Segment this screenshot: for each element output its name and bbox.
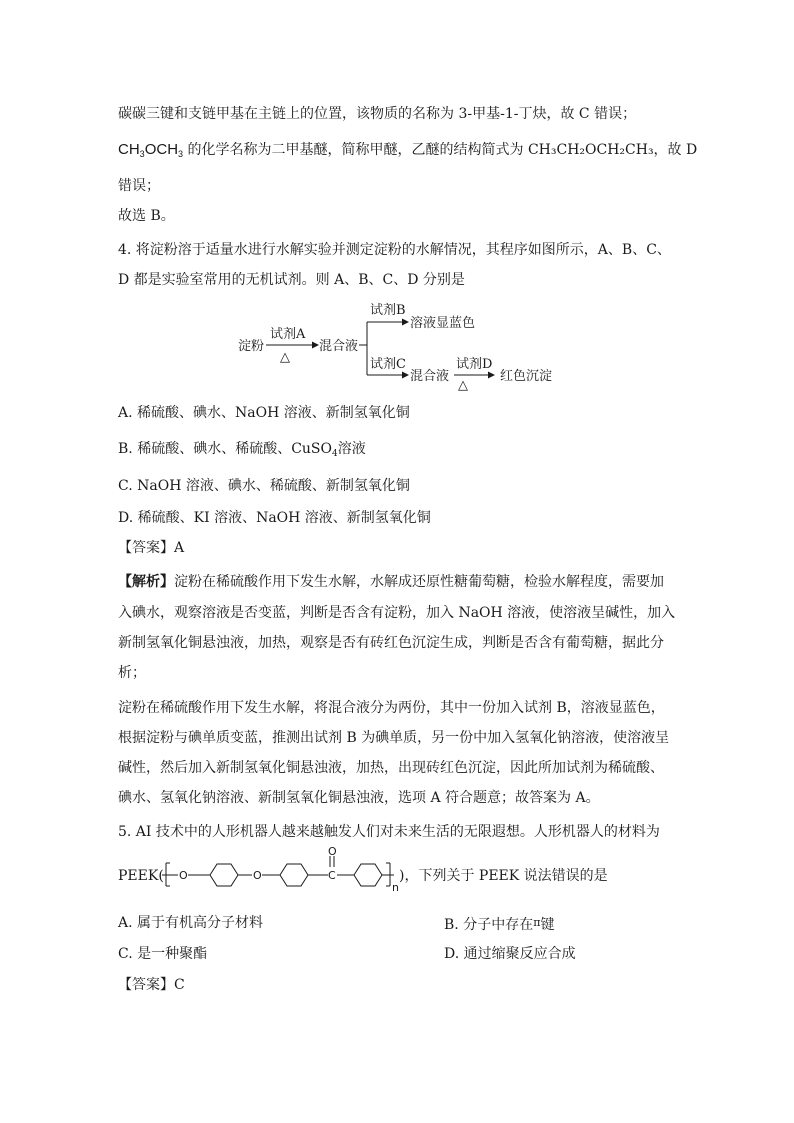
analysis-line: 【解析】淀粉在稀硫酸作用下发生水解，水解成还原性糖葡萄糖，检验水解程度，需要加 xyxy=(118,574,664,590)
carbonyl-carbon: C xyxy=(328,869,336,882)
arrow-head xyxy=(488,372,495,379)
text-segment: 的化学名称为二甲基醚，简称甲醚，乙醚的结构简式为 CH₃CH₂OCH₂CH₃，故 D xyxy=(183,142,698,158)
mix-2-label: 混合液 xyxy=(410,369,450,384)
arrow-head xyxy=(402,372,409,379)
arrow-head xyxy=(312,342,319,349)
blue-result-label: 溶液显蓝色 xyxy=(410,316,476,331)
oxygen-2: O xyxy=(253,869,262,882)
question-4-line: 4. 将淀粉溶于适量水进行水解实验并测定淀粉的水解情况，其程序如图所示，A、B、C、 xyxy=(118,242,671,258)
option-a: A. 稀硫酸、碘水、NaOH 溶液、新制氢氧化铜 xyxy=(118,405,410,421)
peek-prefix: PEEK( xyxy=(118,868,164,884)
analysis-line: 碘水、氢氧化钠溶液、新制氢氧化铜悬浊液，选项 A 符合题意；故答案为 A。 xyxy=(118,790,600,806)
q5-option-a: A. 属于有机高分子材料 xyxy=(118,915,264,931)
option-b: B. 稀硫酸、碘水、稀硫酸、CuSO$_4$溶液 xyxy=(118,441,366,459)
analysis-line: 新制氢氧化铜悬浊液，加热，观察是否有砖红色沉淀生成，判断是否含有葡萄糖，据此分 xyxy=(118,635,664,651)
reagent-d-label: 试剂D xyxy=(456,357,493,372)
option-d: D. 稀硫酸、KI 溶液、NaOH 溶液、新制氢氧化铜 xyxy=(118,510,431,526)
option-c: C. NaOH 溶液、碘水、稀硫酸、新制氢氧化铜 xyxy=(118,478,410,494)
benzene-ring-1 xyxy=(210,864,238,886)
reagent-b-label: 试剂B xyxy=(370,303,406,318)
text-line: 碳碳三键和支链甲基在主链上的位置，该物质的名称为 3-甲基-1-丁炔，故 C 错误； xyxy=(118,106,637,122)
question-4-line: D 都是实验室常用的无机试剂。则 A、B、C、D 分别是 xyxy=(118,272,465,288)
oxygen-1: O xyxy=(179,869,188,882)
question-5-line: 5. AI 技术中的人形机器人越来越触发人们对未来生活的无限遐想。人形机器人的材料为 xyxy=(118,824,660,840)
analysis-line: 入碘水，观察溶液是否变蓝，判断是否含有淀粉，加入 NaOH 溶液，使溶液呈碱性，加入 xyxy=(118,605,676,621)
text-line xyxy=(118,140,697,164)
text-line: 故选 B。 xyxy=(118,208,175,224)
answer-4: 【答案】A xyxy=(118,540,185,556)
analysis-line: 根据淀粉与碘单质变蓝，推测出试剂 B 为碘单质，另一份中加入氢氧化钠溶液，使溶液呈 xyxy=(118,730,670,746)
red-precipitate-label: 红色沉淀 xyxy=(500,369,553,384)
mix-1-label: 混合液 xyxy=(319,339,359,354)
carbonyl-oxygen: O xyxy=(328,845,337,858)
q5-option-d: D. 通过缩聚反应合成 xyxy=(444,946,576,962)
benzene-ring-3 xyxy=(354,864,382,886)
analysis-line: 淀粉在稀硫酸作用下发生水解，将混合液分为两份，其中一份加入试剂 B，溶液显蓝色， xyxy=(118,700,665,716)
repeat-n: n xyxy=(392,881,399,894)
text-line: 错误； xyxy=(118,178,160,194)
starch-label: 淀粉 xyxy=(238,339,265,354)
reagent-c-label: 试剂C xyxy=(370,357,406,372)
heat-symbol: △ xyxy=(280,350,290,365)
answer-5: 【答案】C xyxy=(118,977,185,993)
q5-option-c: C. 是一种聚酯 xyxy=(118,946,208,962)
pi-symbol: π xyxy=(533,916,541,929)
analysis-line: 碱性，然后加入新制氢氧化铜悬浊液，加热，出现砖红色沉淀，因此所加试剂为稀硫酸、 xyxy=(118,760,664,776)
q5-option-b: B. 分子中存在$^\pi$键 xyxy=(444,916,555,933)
formula: $CH_3OCH_3$ xyxy=(118,141,184,159)
benzene-ring-2 xyxy=(280,864,308,886)
arrow-head xyxy=(402,319,409,326)
question-5-tail: )，下列关于 PEEK 说法错误的是 xyxy=(399,868,608,884)
analysis-line: 析； xyxy=(118,665,146,681)
heat-symbol: △ xyxy=(458,378,468,393)
reagent-a-label: 试剂A xyxy=(270,327,306,342)
hydrolysis-flow-diagram xyxy=(232,298,572,393)
